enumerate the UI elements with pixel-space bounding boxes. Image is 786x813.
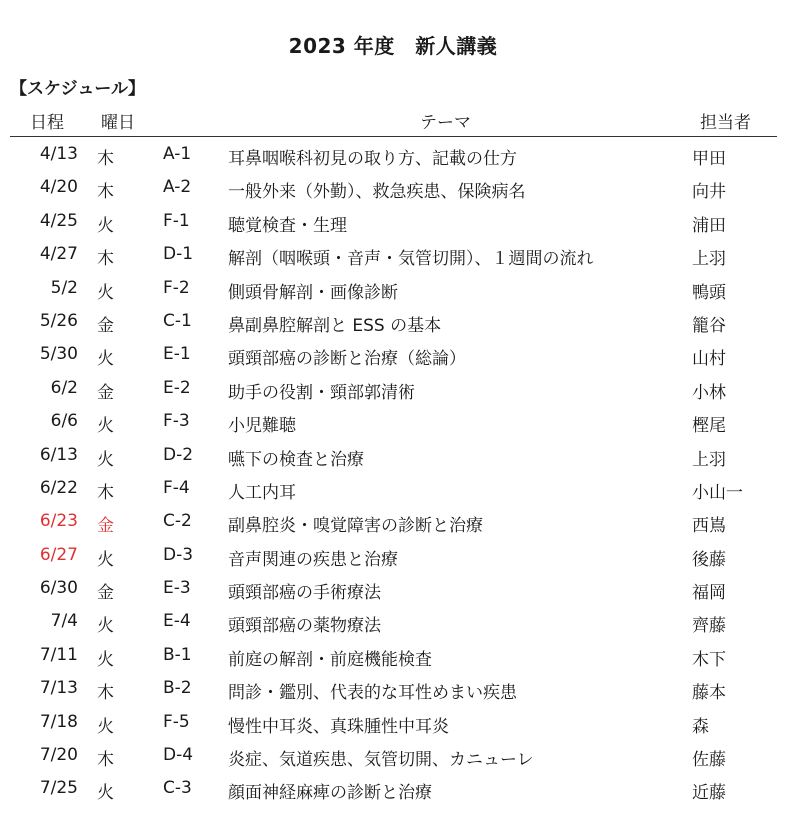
row-date: 6/22 [39,477,78,498]
row-day: 火 [97,716,114,737]
table-row [0,338,786,371]
row-code: C-3 [163,778,192,799]
row-day: 木 [97,482,114,503]
row-date: 7/20 [39,745,78,766]
table-row [0,739,786,772]
row-date: 7/4 [50,611,78,632]
row-code: D-2 [163,444,194,465]
row-code: C-1 [163,310,192,331]
row-theme: 副鼻腔炎・嗅覚障害の診断と治療 [228,516,483,537]
row-theme: 問診・鑑別、代表的な耳性めまい疾患 [228,683,517,704]
row-code: E-1 [163,344,191,365]
row-day: 火 [97,215,114,236]
row-code: F-1 [163,210,190,231]
table-row [0,572,786,605]
row-theme: 耳鼻咽喉科初見の取り方、記載の仕方 [228,149,517,169]
row-day: 木 [97,750,114,771]
table-row [0,138,786,171]
row-theme: 頭頸部癌の診断と治療（総論） [228,349,466,370]
row-code: F-3 [163,411,190,432]
header-person: 担当者 [700,113,751,133]
row-theme: 小児難聴 [228,416,296,437]
row-code: E-4 [163,611,191,632]
table-row [0,372,786,405]
row-day: 木 [97,149,114,169]
table-row [0,605,786,638]
row-theme: 鼻副鼻腔解剖と ESS の基本 [228,315,442,336]
row-person: 籠谷 [692,315,726,336]
row-date: 4/20 [39,177,78,198]
table-row [0,672,786,705]
row-person: 西嶌 [692,516,726,537]
row-person: 齊藤 [692,616,726,637]
row-person: 上羽 [692,449,726,470]
row-theme: 炎症、気道疾患、気管切開、カニューレ [228,750,534,771]
table-row [0,639,786,672]
row-day: 木 [97,249,114,270]
row-day: 火 [97,783,114,804]
table-row [0,238,786,271]
row-code: B-1 [163,644,192,665]
table-row [0,205,786,238]
table-row [0,505,786,538]
row-person: 小林 [692,382,726,403]
row-day: 火 [97,616,114,637]
section-heading: 【スケジュール】 [10,79,145,99]
row-day: 金 [97,382,114,403]
row-code: F-4 [163,477,190,498]
row-day: 火 [97,416,114,437]
row-date: 5/30 [39,344,78,365]
row-code: B-2 [163,678,192,699]
row-day: 火 [97,349,114,370]
row-theme: 嚥下の検査と治療 [228,449,364,470]
row-date: 6/6 [50,411,78,432]
header-day: 曜日 [101,113,135,133]
row-theme: 前庭の解剖・前庭機能検査 [228,649,432,670]
row-day: 木 [97,683,114,704]
table-row [0,305,786,338]
row-person: 藤本 [692,683,726,704]
row-day: 金 [97,583,114,604]
row-day: 火 [97,449,114,470]
row-person: 福岡 [692,583,726,604]
row-theme: 頭頸部癌の薬物療法 [228,616,381,637]
row-person: 木下 [692,649,726,670]
row-theme: 助手の役割・頸部郭清術 [228,382,415,403]
row-person: 鴨頭 [692,282,726,303]
row-person: 向井 [692,182,726,203]
row-date: 4/27 [39,244,78,265]
row-person: 上羽 [692,249,726,270]
row-person: 甲田 [692,149,726,169]
row-date: 4/13 [39,144,78,164]
row-theme: 聴覚検査・生理 [228,215,347,236]
row-day: 金 [97,315,114,336]
row-date: 6/2 [50,377,78,398]
row-date: 7/25 [39,778,78,799]
page-title: 2023 年度 新人講義 [288,34,498,58]
table-row [0,539,786,572]
row-code: A-1 [163,144,192,164]
row-code: F-2 [163,277,190,298]
table-row [0,706,786,739]
row-person: 小山一 [692,482,743,503]
row-date: 6/27 [39,544,78,565]
row-person: 佐藤 [692,750,726,771]
table-row [0,405,786,438]
table-row [0,772,786,805]
row-date: 7/13 [39,678,78,699]
row-theme: 音声関連の疾患と治療 [228,549,398,570]
row-code: E-3 [163,578,191,599]
row-date: 6/13 [39,444,78,465]
row-theme: 顔面神経麻痺の診断と治療 [228,783,432,804]
row-day: 木 [97,182,114,203]
row-code: C-2 [163,511,192,532]
row-theme: 一般外来（外勤）、救急疾患、保険病名 [228,182,526,203]
row-code: A-2 [163,177,192,198]
row-date: 6/23 [39,511,78,532]
row-day: 火 [97,649,114,670]
table-header [0,106,786,134]
row-day: 火 [97,282,114,303]
row-theme: 解剖（咽喉頭・音声・気管切開）、１週間の流れ [228,249,594,270]
row-date: 7/18 [39,711,78,732]
row-theme: 人工内耳 [228,482,296,503]
schedule-table [0,138,786,806]
row-date: 4/25 [39,210,78,231]
row-theme: 慢性中耳炎、真珠腫性中耳炎 [228,716,449,737]
header-theme: テーマ [420,113,471,133]
table-row [0,439,786,472]
row-code: D-1 [163,244,194,265]
row-person: 樫尾 [692,416,726,437]
row-date: 5/26 [39,310,78,331]
row-person: 後藤 [692,549,726,570]
row-theme: 頭頸部癌の手術療法 [228,583,381,604]
table-row [0,472,786,505]
row-day: 金 [97,516,114,537]
row-person: 山村 [692,349,726,370]
row-person: 近藤 [692,783,726,804]
row-date: 7/11 [39,644,78,665]
header-divider [10,136,777,137]
header-date: 日程 [30,113,64,133]
row-date: 5/2 [50,277,78,298]
row-code: D-3 [163,544,194,565]
table-row [0,272,786,305]
row-day: 火 [97,549,114,570]
row-date: 6/30 [39,578,78,599]
table-row [0,171,786,204]
row-person: 森 [692,716,709,737]
row-person: 浦田 [692,215,726,236]
row-theme: 側頭骨解剖・画像診断 [228,282,398,303]
row-code: E-2 [163,377,191,398]
row-code: F-5 [163,711,190,732]
row-code: D-4 [163,745,194,766]
